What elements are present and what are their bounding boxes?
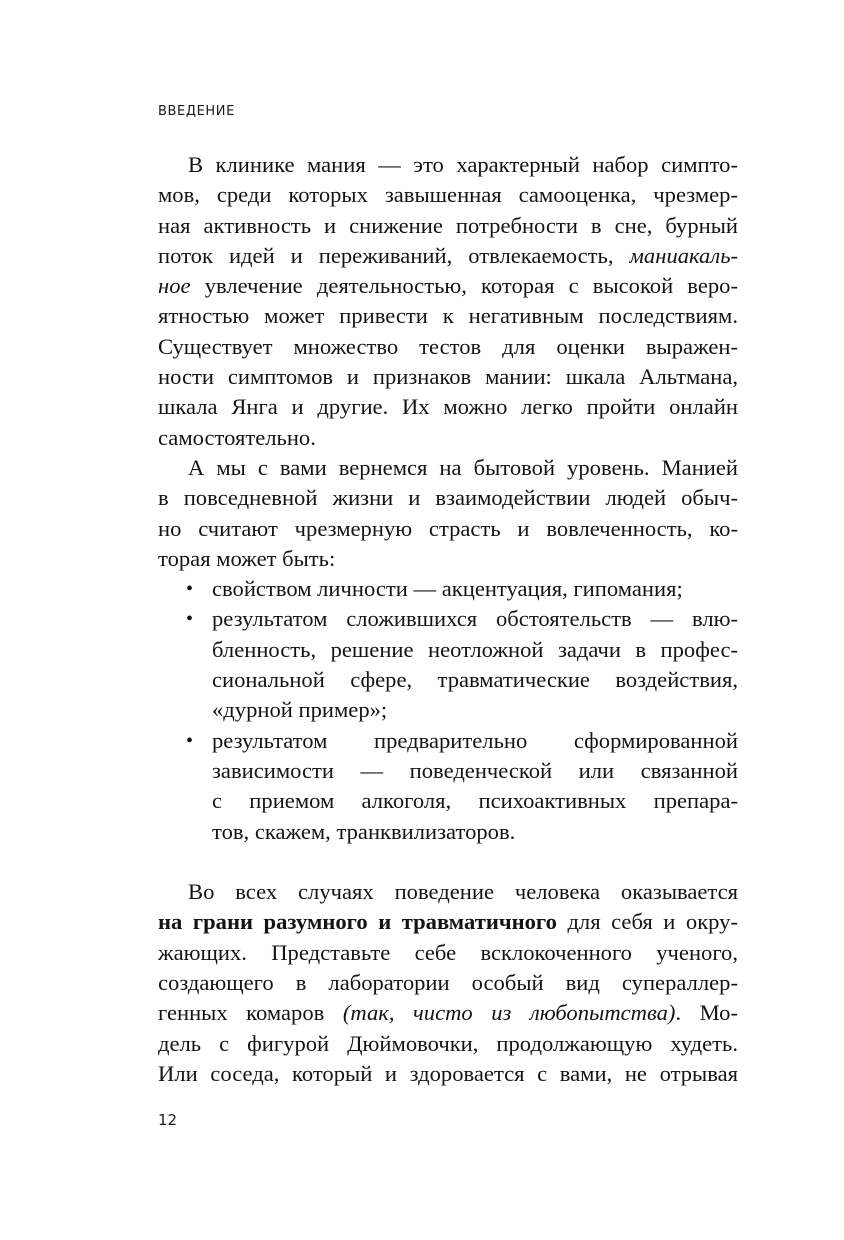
- text-line: Существует множество тестов для оценки выражен-: [158, 333, 738, 359]
- text-line: [158, 907, 738, 937]
- text-line: торая может быть:: [158, 545, 336, 571]
- text-line: жающих. Представьте себе всклокоченного ученого,: [158, 939, 738, 965]
- text-line: [158, 271, 738, 301]
- text-line: с приемом алкоголя, психоактивных препара-: [212, 788, 738, 814]
- bullet-icon: •: [186, 729, 194, 752]
- text-line: ности симптомов и признаков мании: шкала Альтмана,: [158, 364, 738, 390]
- bold-text: на грани разумного и травматичного: [158, 909, 557, 935]
- text-line: результатом предварительно сформированной: [212, 727, 738, 753]
- list-item: [186, 726, 738, 847]
- text-line: «дурной пример»;: [212, 697, 388, 723]
- bullet-icon: •: [186, 578, 194, 601]
- text-line: Во всех случаях поведение человека оказывается: [188, 879, 738, 905]
- paragraph: [158, 877, 738, 1089]
- text-line: Или соседа, который и здоровается с вами, не отрывая: [158, 1060, 738, 1086]
- text-line: ятностью может привести к негативным последствиям.: [158, 303, 738, 329]
- text-line: [158, 241, 738, 271]
- page-number: 12: [158, 1111, 178, 1129]
- text-line: бленность, решение неотложной задачи в профес-: [212, 636, 738, 662]
- text-line: [158, 998, 738, 1028]
- text-line: зависимости — поведенческой или связанной: [212, 757, 738, 783]
- text-line: в повседневной жизни и взаимодействии людей обыч-: [158, 485, 738, 511]
- text-line: сиональной сфере, травматические воздействия,: [212, 667, 738, 693]
- text-line: ная активность и снижение потребности в сне, бурный: [158, 212, 738, 238]
- paragraph-gap: [158, 847, 738, 877]
- text-run: генных комаров: [158, 1000, 325, 1026]
- text-line: А мы с вами вернемся на бытовой уровень. Манией: [188, 454, 738, 480]
- body-text: [158, 150, 738, 1089]
- paragraph: [158, 150, 738, 453]
- italic-text: маниакаль-: [629, 242, 738, 268]
- text-line: но считают чрезмерную страсть и вовлеченность, ко-: [158, 515, 738, 541]
- text-line: шкала Янга и другие. Их можно легко пройти онлайн: [158, 394, 738, 420]
- text-line: дель с фигурой Дюймовочки, продолжающую худеть.: [158, 1030, 738, 1056]
- text-line: самостоятельно.: [158, 424, 316, 450]
- list-item: [186, 574, 738, 604]
- bullet-icon: •: [186, 608, 194, 631]
- text-line: свойством личности — акцентуация, гипомания;: [212, 576, 683, 602]
- italic-text: (так, чисто из любопытства): [342, 1000, 676, 1026]
- text-run: поток идей и переживаний, отвлекаемость,: [158, 242, 614, 268]
- list-item: [186, 604, 738, 725]
- text-run: увлечение деятельностью, которая с высокой веро-: [204, 273, 738, 299]
- text-line: тов, скажем, транквилизаторов.: [212, 818, 516, 844]
- text-run: для себя и окру-: [567, 909, 739, 935]
- text-run: . Мо-: [675, 1000, 738, 1026]
- text-line: создающего в лаборатории особый вид супераллер-: [158, 970, 738, 996]
- text-line: В клинике мания — это характерный набор симпто-: [188, 152, 738, 177]
- text-line: мов, среди которых завышенная самооценка, чрезмер-: [158, 182, 738, 208]
- paragraph: [158, 453, 738, 574]
- running-head: ВВЕДЕНИЕ: [158, 104, 235, 119]
- bullet-list: [186, 574, 738, 847]
- text-line: результатом сложившихся обстоятельств — влю-: [212, 606, 738, 632]
- italic-text: ное: [158, 273, 191, 299]
